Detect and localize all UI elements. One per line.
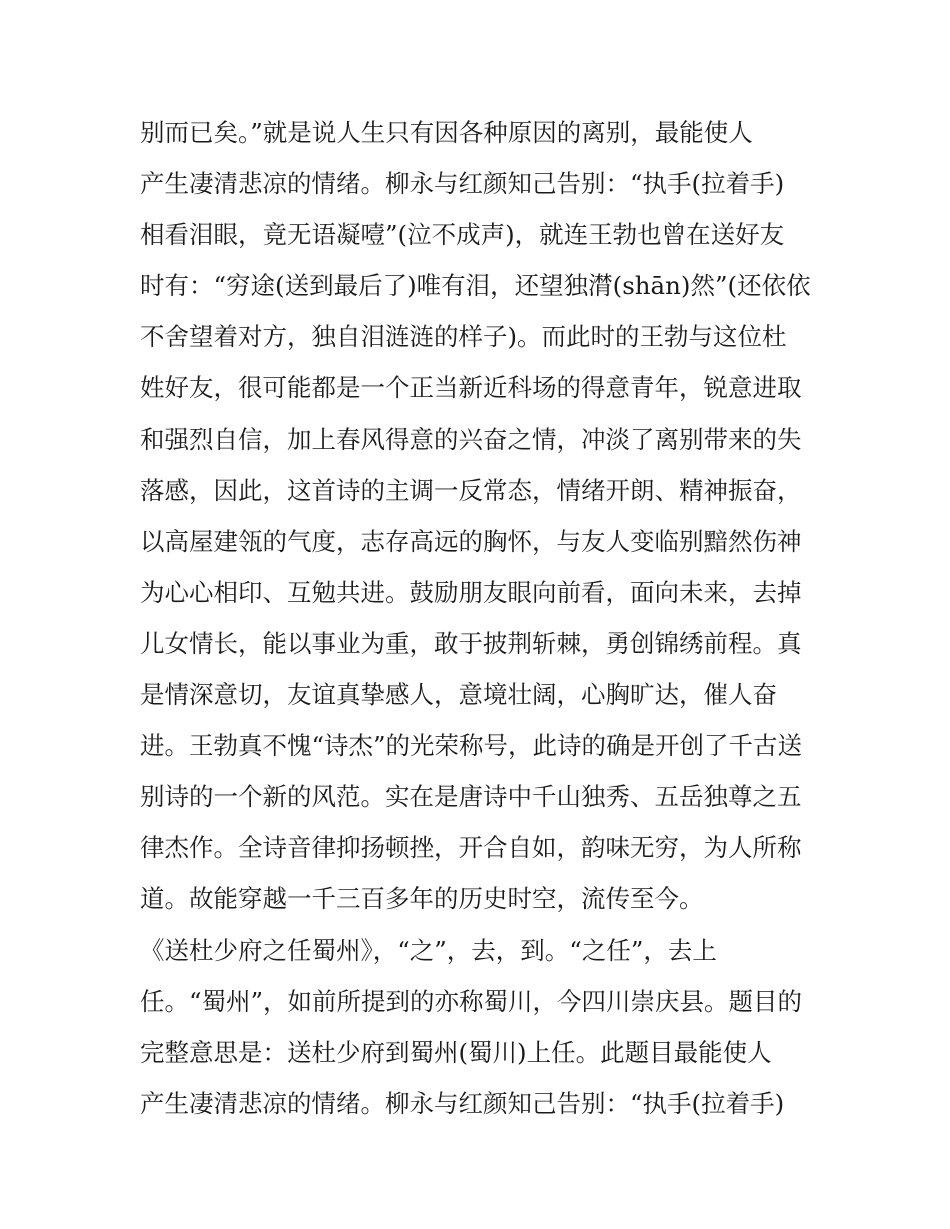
text-line: 为心心相印、互勉共进。鼓励朋友眼向前看，面向未来，去掉 — [140, 577, 802, 607]
text-line: 别诗的一个新的风范。实在是唐诗中千山独秀、五岳独尊之五 — [140, 782, 802, 812]
text-line: 姓好友，很可能都是一个正当新近科场的得意青年，锐意进取 — [140, 373, 802, 403]
text-line: 是情深意切，友谊真挚感人，意境壮阔，心胸旷达，催人奋 — [140, 680, 777, 710]
text-line: 落感，因此，这首诗的主调一反常态，情绪开朗、精神振奋， — [140, 475, 802, 505]
text-line: 《送杜少府之任蜀州》，“之”，去，到。“之任”，去上 — [140, 935, 717, 965]
text-line: 道。故能穿越一千三百多年的历史时空，流传至今。 — [140, 884, 704, 914]
text-line: 完整意思是：送杜少府到蜀州(蜀川)上任。此题目最能使人 — [140, 1037, 772, 1067]
text-line: 任。“蜀州”，如前所提到的亦称蜀川，今四川崇庆县。题目的 — [140, 986, 803, 1016]
text-line: 以高屋建瓴的气度，志存高远的胸怀，与友人变临别黯然伤神 — [140, 526, 802, 556]
text-line: 别而已矣。”就是说人生只有因各种原因的离别，最能使人 — [140, 118, 753, 147]
text-line: 进。王勃真不愧“诗杰”的光荣称号，此诗的确是开创了千古送 — [140, 731, 803, 761]
text-line: 时有：“穷途(送到最后了)唯有泪，还望独潸(shān)然”(还依依 — [140, 271, 811, 301]
text-line: 产生凄清悲凉的情绪。柳永与红颜知己告别：“执手(拉着手) — [140, 169, 785, 199]
text-line: 儿女情长，能以事业为重，敢于披荆斩棘，勇创锦绣前程。真 — [140, 628, 802, 658]
text-line: 产生凄清悲凉的情绪。柳永与红颜知己告别：“执手(拉着手) — [140, 1088, 785, 1118]
body-text — [140, 107, 820, 1129]
text-line: 和强烈自信，加上春风得意的兴奋之情，冲淡了离别带来的失 — [140, 424, 802, 454]
text-line: 不舍望着对方，独自泪涟涟的样子)。而此时的王勃与这位杜 — [140, 322, 787, 352]
text-line: 律杰作。全诗音律抑扬顿挫，开合自如，韵味无穷，为人所称 — [140, 833, 802, 863]
text-line: 相看泪眼，竟无语凝噎”(泣不成声)，就连王勃也曾在送好友 — [140, 220, 785, 250]
